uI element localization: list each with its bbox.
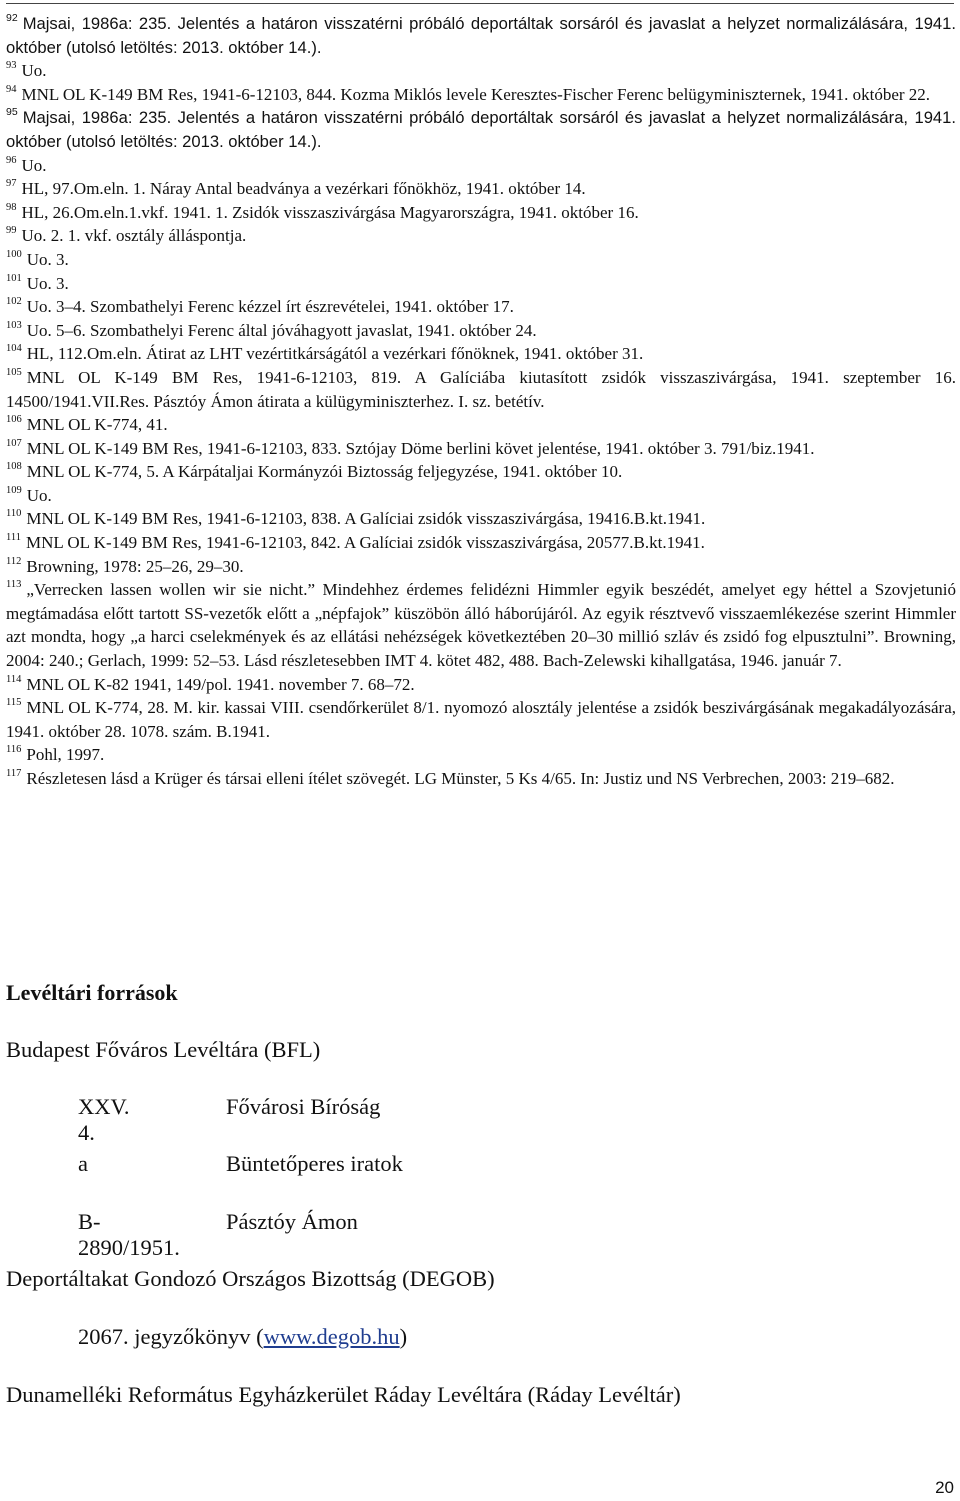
footnote-text: Uo. 2. 1. vkf. osztály álláspontja.	[21, 226, 247, 246]
footnote	[6, 154, 956, 178]
footnote-number: 99	[6, 225, 17, 237]
footnote	[6, 201, 956, 225]
footnote-text: HL, 97.Om.eln. 1. Náray Antal beadványa a vezérkari főnökhöz, 1941. október 14.	[21, 179, 586, 199]
footnote-text: Majsai, 1986a: 235. Jelentés a határon visszatérni próbáló deportáltak sorsáról és javaslat a helyzet normalizálására, 1941. október (utolsó letöltés: 2013. október 14.).	[6, 108, 956, 151]
footnote-text: Uo. 5–6. Szombathelyi Ferenc által jóváhagyott javaslat, 1941. október 24.	[26, 320, 537, 340]
degob-protocol-prefix: 2067. jegyzőkönyv (	[78, 1324, 264, 1349]
raday-title: Dunamelléki Református Egyházkerület Ráday Levéltára (Ráday Levéltár)	[6, 1382, 681, 1407]
footnote-text: MNL OL K-82 1941, 149/pol. 1941. november 7. 68–72.	[26, 674, 415, 694]
footnote-number: 115	[6, 697, 22, 709]
footnote-text: MNL OL K-774, 28. M. kir. kassai VIII. csendőrkerület 8/1. nyomozó alosztály jelentése a zsidók beszivárgásának megakadályozására, 1941. október 28. 1078. szám. B.1941.	[6, 698, 956, 741]
footnote-number: 95	[6, 106, 18, 119]
footnote-number: 111	[6, 532, 21, 544]
footnote-number: 97	[6, 178, 17, 190]
footnote-text: Uo. 3.	[26, 273, 69, 293]
footnote-text: Uo.	[21, 155, 47, 175]
footnote	[6, 342, 956, 366]
degob-title: Deportáltakat Gondozó Országos Bizottság (DEGOB)	[6, 1266, 495, 1291]
bfl-row-key: XXV. 4.	[78, 1094, 130, 1145]
bfl-row-value: Fővárosi Bíróság	[226, 1094, 381, 1119]
footnote-number: 92	[6, 12, 18, 24]
footnote	[6, 555, 956, 579]
footnote-number: 96	[6, 154, 17, 166]
footnote-text: Uo.	[21, 61, 47, 81]
degob-link[interactable]: www.degob.hu	[263, 1324, 400, 1349]
footnote-text: Uo. 3.	[26, 249, 69, 269]
footnote	[6, 83, 956, 107]
bfl-row-value: Pásztóy Ámon	[226, 1209, 358, 1234]
footnote-number: 109	[6, 484, 22, 496]
footnote	[6, 295, 956, 319]
footnote-text: „Verrecken lassen wollen wir sie nicht.” Mindehhez érdemes felidézni Himmler egyik beszédét, amelyet egy héttel a Szovjetunió megtámadása előtt tartott SS-vezetők előtt a „népfajok” küszöbön álló háborújáról. Az egyik résztvevő visszaemlékezése szerint Himmler azt mondta, hogy „a harci cselekmények és az ellátási nehézségek következtében 20–30 millió szláv és zsidó fog elpusztulni”. Browning, 2004: 240.; Gerlach, 1999: 52–53. Lásd részletesebben IMT 4. kötet 482, 488. Bach-Zelewski kihallgatása, 1946. január 7.	[6, 580, 956, 671]
footnote-number: 103	[6, 319, 22, 331]
footnote-text: HL, 26.Om.eln.1.vkf. 1941. 1. Zsidók visszaszivárgása Magyarországra, 1941. október 16.	[21, 202, 639, 222]
footnote-number: 113	[6, 579, 22, 591]
footnote	[6, 507, 956, 531]
footnote-number: 112	[6, 555, 22, 567]
footnotes-list	[6, 12, 956, 791]
bfl-row-key: a	[78, 1151, 88, 1176]
footnote-text: MNL OL K-149 BM Res, 1941-6-12103, 819. A Galíciába kiutasított zsidók visszaszivárgása, 1941. szeptember 16. 14500/1941.VII.Res. Pásztóy Ámon átirata a külügyminiszterhez. I. sz. betétív.	[6, 367, 956, 411]
page-number: 20	[935, 1478, 954, 1497]
footnote-number: 93	[6, 60, 17, 72]
footnote-separator	[6, 3, 954, 4]
footnote-number: 116	[6, 744, 22, 756]
footnote-text: HL, 112.Om.eln. Átirat az LHT vezértitkárságától a vezérkari főnöknek, 1941. október 31.	[26, 344, 644, 364]
degob-protocol	[78, 1324, 407, 1350]
footnote	[6, 484, 956, 508]
footnote	[6, 59, 956, 83]
footnote	[6, 460, 956, 484]
bfl-row-key: B-2890/1951.	[78, 1209, 180, 1260]
degob-protocol-suffix: )	[399, 1324, 408, 1349]
footnote-text: MNL OL K-774, 5. A Kárpátaljai Kormányzói Biztosság feljegyzése, 1941. október 10.	[26, 462, 623, 482]
footnote-text: MNL OL K-149 BM Res, 1941-6-12103, 838. A Galíciai zsidók visszaszivárgása, 19416.B.kt.1941.	[26, 509, 706, 529]
footnote-text: Uo.	[26, 485, 52, 505]
footnote	[6, 743, 956, 767]
footnote-number: 98	[6, 201, 17, 213]
footnote-text: MNL OL K-149 BM Res, 1941-6-12103, 844. Kozma Miklós levele Keresztes-Fischer Ferenc belügyminiszternek, 1941. október 22.	[21, 84, 931, 104]
footnote	[6, 673, 956, 697]
footnote	[6, 319, 956, 343]
footnote-text: Részletesen lásd a Krüger és társai elleni ítélet szövegét. LG Münster, 5 Ks 4/65. In: Justiz und NS Verbrechen, 2003: 219–682.	[26, 769, 895, 788]
footnote-text: Majsai, 1986a: 235. Jelentés a határon visszatérni próbáló deportáltak sorsáról és javaslat a helyzet normalizálására, 1941. október (utolsó letöltés: 2013. október 14.).	[6, 14, 956, 57]
footnote	[6, 272, 956, 296]
footnote	[6, 224, 956, 248]
footnote-number: 106	[6, 414, 22, 426]
footnote	[6, 531, 956, 555]
footnote-number: 117	[6, 768, 22, 779]
footnote-number: 100	[6, 248, 22, 260]
footnote-text: Uo. 3–4. Szombathelyi Ferenc kézzel írt észrevételei, 1941. október 17.	[26, 297, 514, 317]
footnote-number: 104	[6, 343, 22, 355]
footnote-text: MNL OL K-149 BM Res, 1941-6-12103, 842. A Galíciai zsidók visszaszivárgása, 20577.B.kt.1941.	[25, 533, 705, 553]
footnote-number: 108	[6, 461, 22, 473]
footnote	[6, 767, 956, 791]
footnote	[6, 248, 956, 272]
archives-heading: Levéltári források	[6, 980, 178, 1005]
footnote	[6, 413, 956, 437]
footnote-number: 101	[6, 272, 22, 284]
footnote-number: 114	[6, 673, 22, 685]
footnote-number: 107	[6, 437, 22, 449]
footnote	[6, 177, 956, 201]
footnote	[6, 696, 956, 743]
footnote	[6, 106, 956, 153]
footnote	[6, 578, 956, 672]
bfl-row-value: Büntetőperes iratok	[226, 1151, 403, 1176]
footnote-number: 94	[6, 83, 17, 95]
footnote-number: 110	[6, 508, 22, 520]
footnote	[6, 366, 956, 413]
footnote-text: Browning, 1978: 25–26, 29–30.	[26, 556, 244, 576]
bfl-title: Budapest Főváros Levéltára (BFL)	[6, 1037, 321, 1062]
footnote-text: MNL OL K-774, 41.	[26, 415, 168, 435]
footnote-number: 105	[6, 366, 22, 378]
footnote	[6, 437, 956, 461]
footnote-text: Pohl, 1997.	[26, 745, 105, 765]
footnote-text: MNL OL K-149 BM Res, 1941-6-12103, 833. Sztójay Döme berlini követ jelentése, 1941. október 3. 791/biz.1941.	[26, 438, 815, 458]
footnote	[6, 12, 956, 59]
footnote-number: 102	[6, 296, 22, 308]
